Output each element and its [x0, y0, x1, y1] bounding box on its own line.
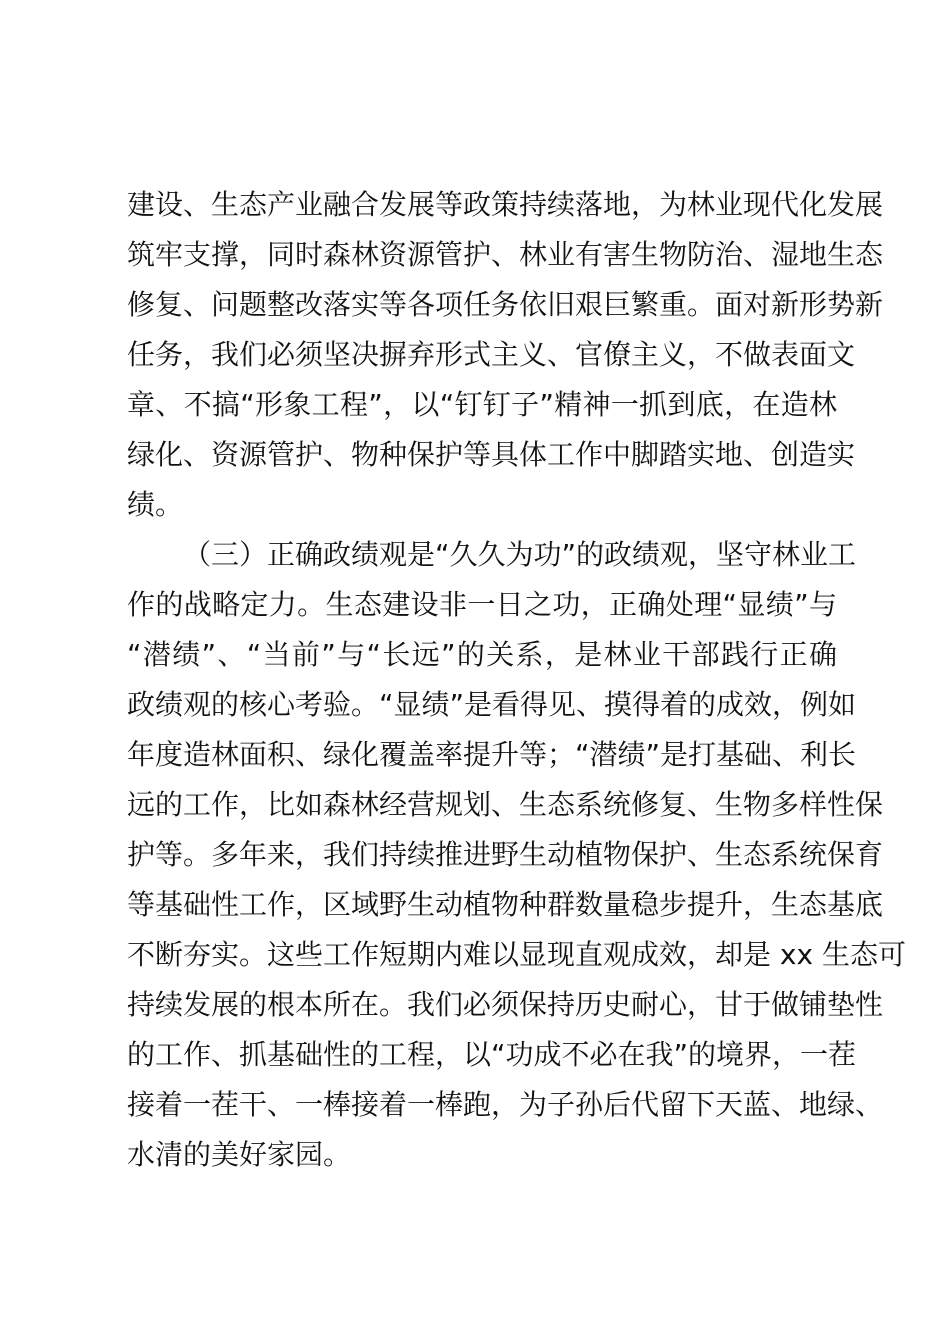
text-line: 远的工作，比如森林经营规划、生态系统修复、生物多样性保: [127, 788, 884, 821]
text-line: 的工作、抓基础性的工程，以“功成不必在我”的境界，一茬: [127, 1038, 857, 1071]
document-body: [127, 180, 906, 1180]
text-line: 水清的美好家园。: [127, 1138, 352, 1171]
text-line: 作的战略定力。生态建设非一日之功，正确处理“显绩”与: [127, 588, 837, 621]
text-line: 绿化、资源管护、物种保护等具体工作中脚踏实地、创造实: [127, 438, 856, 471]
section-heading-line: （三）正确政绩观是“久久为功”的政绩观，坚守林业工: [183, 538, 857, 571]
text-line: 章、不搞“形象工程”，以“钉钉子”精神一抓到底，在造林: [127, 388, 837, 421]
text-line: 年度造林面积、绿化覆盖率提升等；“潜绩”是打基础、利长: [127, 738, 857, 771]
text-line: 政绩观的核心考验。“显绩”是看得见、摸得着的成效，例如: [127, 688, 857, 721]
text-line: 等基础性工作，区域野生动植物种群数量稳步提升，生态基底: [127, 888, 884, 921]
text-line: 绩。: [127, 488, 184, 521]
text-line: 修复、问题整改落实等各项任务依旧艰巨繁重。面对新形势新: [127, 288, 884, 321]
text-line: 护等。多年来，我们持续推进野生动植物保护、生态系统保育: [127, 838, 884, 871]
text-line: 接着一茬干、一棒接着一棒跑，为子孙后代留下天蓝、地绿、: [127, 1088, 884, 1121]
text-line: 持续发展的根本所在。我们必须保持历史耐心，甘于做铺垫性: [127, 988, 884, 1021]
text-line: 筑牢支撑，同时森林资源管护、林业有害生物防治、湿地生态: [127, 238, 884, 271]
text-line: “潜绩”、“当前”与“长远”的关系，是林业干部践行正确: [127, 638, 837, 671]
text-line: 任务，我们必须坚决摒弃形式主义、官僚主义，不做表面文: [127, 338, 856, 371]
text-line: 建设、生态产业融合发展等政策持续落地，为林业现代化发展: [127, 188, 884, 221]
text-line: 不断夯实。这些工作短期内难以显现直观成效，却是 xx 生态可: [127, 938, 906, 971]
